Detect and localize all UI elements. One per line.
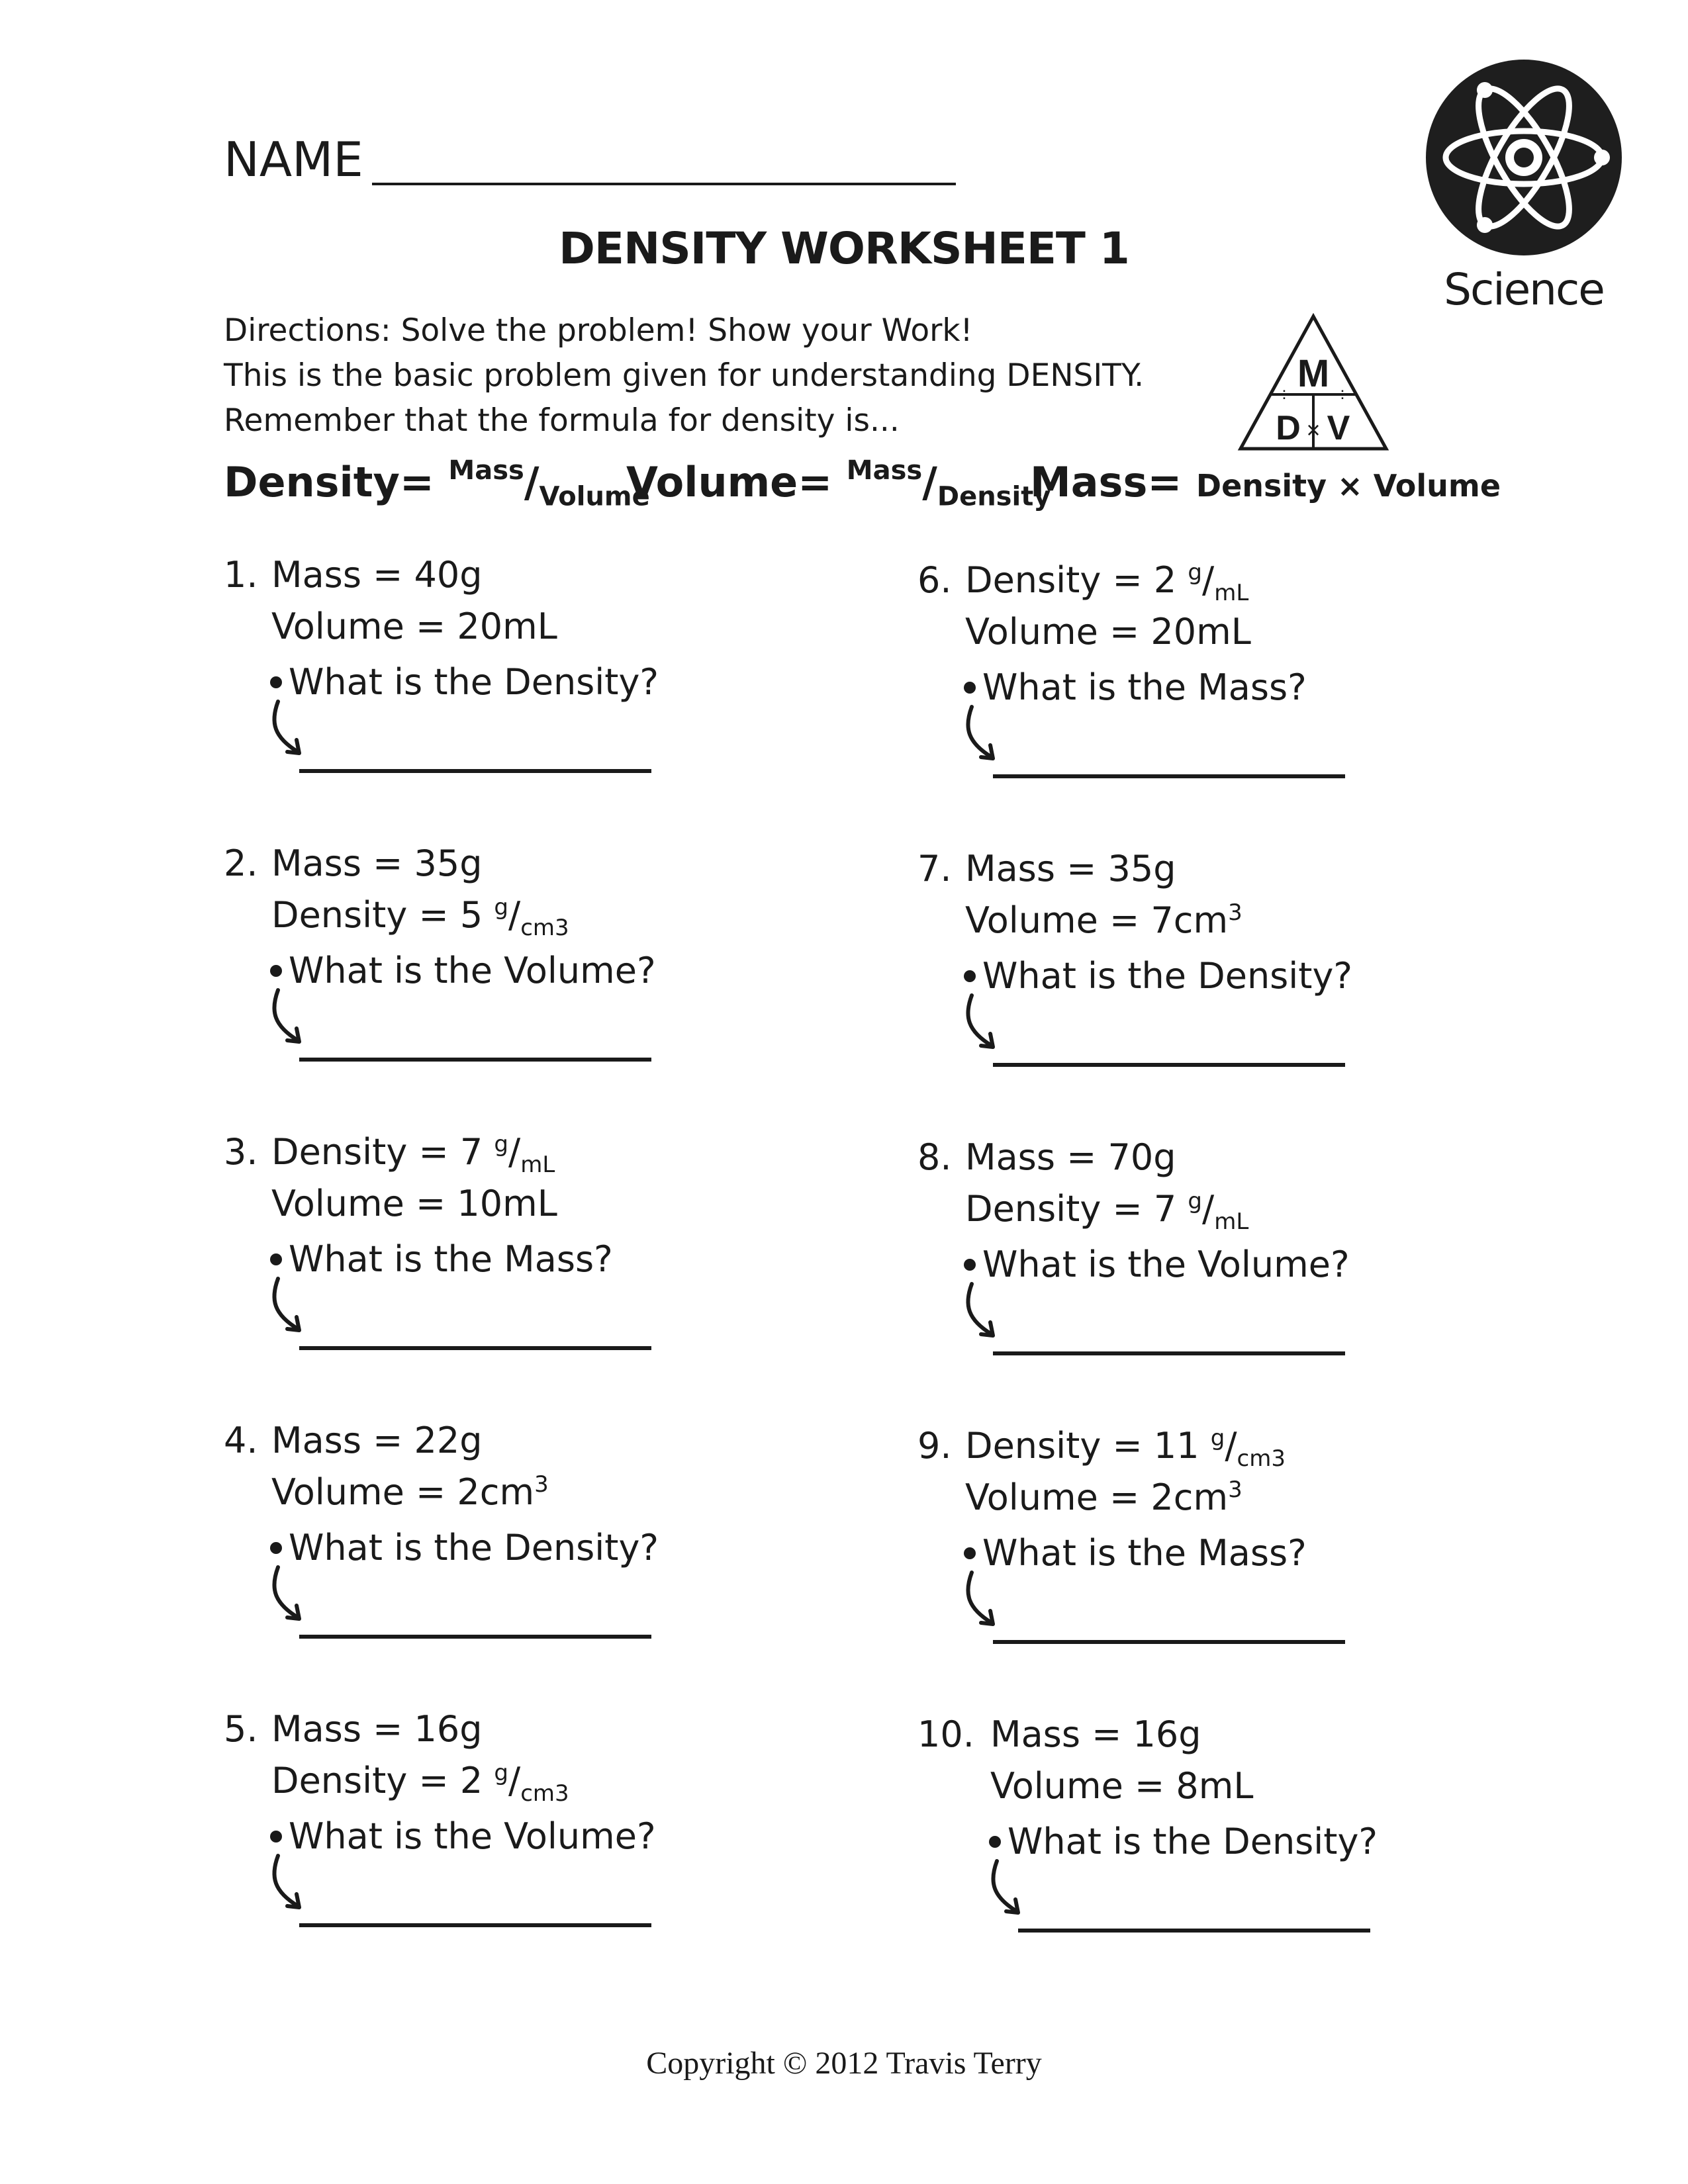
problem-given-2: Volume = 20mL bbox=[965, 611, 1251, 653]
answer-blank[interactable] bbox=[993, 774, 1345, 778]
answer-blank[interactable] bbox=[993, 1640, 1345, 1644]
problem-question: What is the Mass? bbox=[964, 662, 1307, 713]
bullet-icon bbox=[964, 970, 976, 982]
answer-blank[interactable] bbox=[1018, 1929, 1370, 1933]
answer-blank[interactable] bbox=[299, 1635, 651, 1639]
curved-arrow-icon bbox=[263, 1562, 310, 1635]
bullet-icon bbox=[270, 965, 282, 977]
directions-line-2: This is the basic problem given for understanding DENSITY. bbox=[224, 357, 1145, 394]
answer-blank[interactable] bbox=[299, 1923, 651, 1927]
problem-given-2: Volume = 10mL bbox=[271, 1183, 557, 1224]
answer-blank[interactable] bbox=[299, 1058, 651, 1062]
page-title: DENSITY WORKSHEET 1 bbox=[559, 223, 1129, 274]
triangle-volume-letter: V bbox=[1327, 409, 1350, 447]
problem-number: 1. bbox=[224, 554, 258, 596]
problem-given-1: Mass = 70g bbox=[965, 1136, 1176, 1178]
problem-given-2: Density = 7 $^g/_{mL}$ bbox=[965, 1188, 1249, 1235]
problem-question: What is the Volume? bbox=[270, 945, 656, 997]
bullet-icon bbox=[270, 676, 282, 688]
formula-density: Density= $^{Mass}/_{Volume}$ bbox=[224, 455, 650, 512]
bullet-icon bbox=[270, 1831, 282, 1843]
atom-logo-icon bbox=[1425, 58, 1623, 257]
problem-given-1: Mass = 22g bbox=[271, 1420, 483, 1461]
curved-arrow-icon bbox=[957, 702, 1004, 774]
directions-line-3: Remember that the formula for density is... bbox=[224, 402, 900, 439]
name-label: NAME bbox=[224, 132, 363, 187]
problem-given-2: Volume = $2cm^3$ bbox=[965, 1477, 1243, 1518]
problem-given-1: Mass = 35g bbox=[271, 842, 483, 884]
problem-number: 3. bbox=[224, 1131, 258, 1173]
problem-given-1: Mass = 40g bbox=[271, 554, 483, 596]
curved-arrow-icon bbox=[957, 990, 1004, 1063]
problem-number: 8. bbox=[917, 1136, 952, 1178]
answer-blank[interactable] bbox=[993, 1063, 1345, 1067]
problem-given-1: Density = 2 $^g/_{mL}$ bbox=[965, 559, 1249, 606]
problem-question: What is the Volume? bbox=[964, 1239, 1350, 1291]
problem-question: What is the Density? bbox=[964, 950, 1352, 1002]
bullet-icon bbox=[964, 682, 976, 694]
bullet-icon bbox=[964, 1547, 976, 1559]
curved-arrow-icon bbox=[957, 1567, 1004, 1640]
triangle-mass-letter: M bbox=[1297, 352, 1330, 395]
problem-given-2: Density = 2 $^g/_{cm3}$ bbox=[271, 1760, 569, 1807]
curved-arrow-icon bbox=[957, 1279, 1004, 1351]
problem-number: 7. bbox=[917, 848, 952, 889]
problem-number: 4. bbox=[224, 1420, 258, 1461]
copyright-footer: Copyright © 2012 Travis Terry bbox=[646, 2046, 1042, 2081]
triangle-divide-left: ÷ bbox=[1278, 384, 1290, 406]
curved-arrow-icon bbox=[263, 1850, 310, 1923]
logo-label: Science bbox=[1444, 264, 1604, 315]
problem-given-1: Mass = 16g bbox=[990, 1713, 1201, 1755]
problem-number: 6. bbox=[917, 559, 952, 601]
formula-mass: Mass= Density × Volume bbox=[1030, 458, 1501, 506]
problem-question: What is the Density? bbox=[270, 657, 659, 708]
curved-arrow-icon bbox=[982, 1856, 1029, 1929]
problem-given-2: Volume = $2cm^3$ bbox=[271, 1471, 549, 1513]
problem-question: What is the Mass? bbox=[270, 1234, 613, 1285]
problem-given-1: Density = 11 $^g/_{cm3}$ bbox=[965, 1425, 1286, 1472]
bullet-icon bbox=[270, 1542, 282, 1554]
triangle-divide-right: ÷ bbox=[1336, 384, 1348, 406]
curved-arrow-icon bbox=[263, 1273, 310, 1346]
problem-given-1: Density = 7 $^g/_{mL}$ bbox=[271, 1131, 555, 1178]
problem-number: 10. bbox=[917, 1713, 974, 1755]
problem-question: What is the Density? bbox=[270, 1522, 659, 1574]
answer-blank[interactable] bbox=[299, 769, 651, 773]
bullet-icon bbox=[270, 1253, 282, 1265]
formula-volume: Volume= $^{Mass}/_{Density}$ bbox=[626, 455, 1051, 512]
name-input-line[interactable] bbox=[372, 183, 956, 185]
problem-question: What is the Volume? bbox=[270, 1811, 656, 1862]
problem-given-2: Volume = 20mL bbox=[271, 606, 557, 647]
problem-question: What is the Density? bbox=[989, 1816, 1378, 1868]
problem-given-2: Density = 5 $^g/_{cm3}$ bbox=[271, 894, 569, 941]
triangle-times-sign: × bbox=[1306, 416, 1321, 443]
problem-number: 5. bbox=[224, 1708, 258, 1750]
problem-number: 9. bbox=[917, 1425, 952, 1467]
problem-number: 2. bbox=[224, 842, 258, 884]
density-triangle-icon bbox=[1237, 312, 1390, 454]
bullet-icon bbox=[964, 1259, 976, 1271]
triangle-density-letter: D bbox=[1276, 409, 1301, 447]
answer-blank[interactable] bbox=[299, 1346, 651, 1350]
problem-given-2: Volume = $7cm^3$ bbox=[965, 899, 1243, 941]
answer-blank[interactable] bbox=[993, 1351, 1345, 1355]
bullet-icon bbox=[989, 1836, 1001, 1848]
problem-question: What is the Mass? bbox=[964, 1527, 1307, 1579]
problem-given-1: Mass = 16g bbox=[271, 1708, 483, 1750]
problem-given-2: Volume = 8mL bbox=[990, 1765, 1254, 1807]
directions-line-1: Directions: Solve the problem! Show your Work! bbox=[224, 312, 973, 349]
problem-given-1: Mass = 35g bbox=[965, 848, 1176, 889]
curved-arrow-icon bbox=[263, 696, 310, 769]
curved-arrow-icon bbox=[263, 985, 310, 1058]
